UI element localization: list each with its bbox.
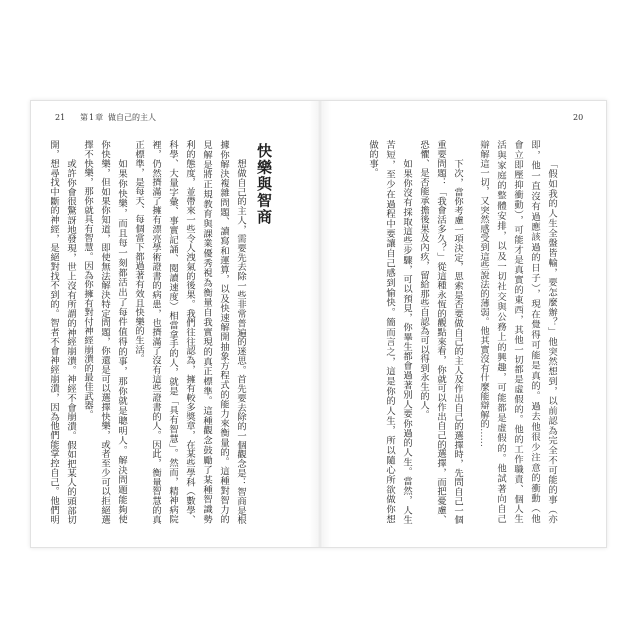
left-page-number: 21 [55, 113, 66, 122]
quote-column: 活與家庭的整體安排，以及一切社交與公務上的興趣，可能都是虛假的。他試著向自己 [495, 140, 505, 524]
text-column: 做的事。 [367, 140, 378, 178]
text-column: 下次，當你考慮一項決定，思索是否要做自己的主人及作出自己的選擇時，先問自己一個 [452, 158, 463, 524]
text-column: 想做自己的主人，需要先去除一些非常普遍的迷思。首先要去除的一個觀念是：智商是根 [235, 158, 246, 524]
text-column: 正標準，是每天、每個當下都過著有效且快樂的生活。 [133, 140, 144, 364]
quote-column: 會立即壓抑衝動），可能才是真實的東西，其他一切都是虛假的。他的工作職責、個人生 [512, 140, 522, 524]
chapter-title: 做自己的主人 [108, 113, 156, 122]
chapter-label: 第1章 [80, 113, 105, 122]
text-column: 擇不快樂，那你就具有智慧。因為你擁有對付神經崩潰的最佳武器。 [82, 140, 93, 419]
text-column: 開，想尋找中斷的神經，是絕對找不到的。智者不會神經崩潰，因為他們能掌控自己。他們明 [48, 140, 59, 524]
text-column: 據你解決複雜問題、讀寫和運算，以及快速解開抽象方程式的能力來衡量的。這種對智力的 [218, 140, 229, 524]
quote-column: 即，他一直沒有過應該過的日子），現在覺得可能是真的。過去他很少注意的衝動（他 [529, 140, 539, 524]
text-column: 重要問題：「我會活多久？」從這種永恆的觀點來看，你就可以作出自己的選擇，而把憂慮、 [435, 140, 446, 524]
section-heading: 快樂與智商 [255, 143, 273, 226]
quote-column: 「假如我的人生全盤皆輸，要怎麼辦？」他突然想到，以前認為完全不可能的事（亦 [546, 158, 556, 524]
text-column: 見解是將正規教育與課業優秀視為衡量自我實現的真正標準。這種觀念鼓勵了某種智識勢 [201, 140, 212, 524]
right-page-number: 20 [573, 113, 584, 122]
text-column: 如果你沒有採取這些步驟，可以預見，你畢生都會過著別人要你過的人生。當然，人生 [401, 158, 412, 524]
text-column: 苦短，至少在過程中要讓自己感到愉快。簡而言之，這是你的人生，所以隨心所欲做你想 [384, 140, 395, 524]
text-column: 裡，仍然擠滿了擁有漂亮學術證書的病患，也擠滿了沒有這些證書的人。因此，衡量智慧的真 [150, 140, 161, 524]
text-column: 或許你會很驚訝地發現，世上沒有所謂的神經崩潰。神經不會崩潰。假如把某人的頭部切 [65, 158, 76, 524]
text-column: 如果你快樂，而且每一刻都活出了每件值得的事，那你就是聰明人。解決問題能夠使 [116, 158, 127, 524]
text-column: 你快樂，但如果你知道，即使無法解決特定問題，你還是可以選擇快樂，或者至少可以拒絕選 [99, 140, 110, 524]
text-column: 恐懼、是否能承擔後果及內疚，留給那些自認為可以得到永生的人。 [418, 140, 429, 419]
text-column: 利的態度，並帶來一些令人洩氣的後果。我們往往認為，擁有較多獎章，在某些學科（數學、 [184, 140, 195, 524]
quote-column: 辯解這一切，又突然感受到這些說法的薄弱。他其實沒有什麼能辯解的…… [478, 140, 488, 447]
text-column: 科學、大量字彙、事實記誦、閱讀速度）相當拿手的人，就是「具有智慧」。然而，精神病院 [167, 140, 178, 524]
